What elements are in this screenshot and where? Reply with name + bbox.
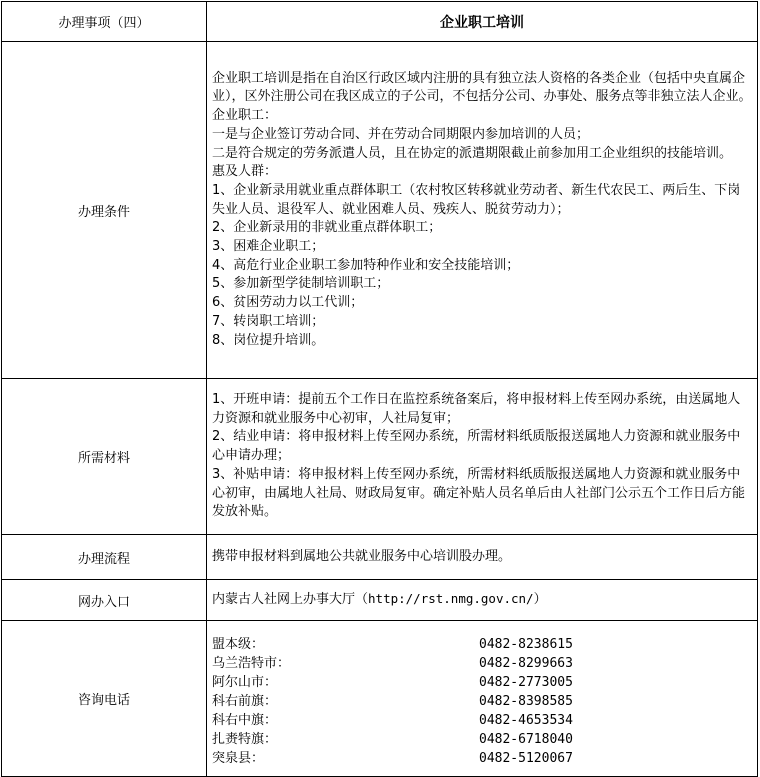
portal-label: 网办入口 (2, 580, 207, 621)
conditions-line: 企业职工： (212, 108, 278, 124)
phone-number: 0482-8299663 (479, 656, 573, 672)
conditions-line: 企业职工培训是指在自治区行政区域内注册的具有独立法人资格的各类企业（包括中央直属企业），区外注册公司在我区成立的子公司，不包括分公司、办事处、服务点等非独立法人企业。 (212, 70, 752, 105)
conditions-line: 5、参加新型学徒制培训职工； (212, 276, 390, 292)
conditions-line: 3、困难企业职工； (212, 239, 325, 255)
phone-content (207, 621, 758, 777)
service-info-table (1, 1, 758, 777)
portal-text-prefix: 内蒙古人社网上办事大厅（ (212, 592, 369, 608)
phone-area: 阿尔山市： (212, 675, 278, 691)
phone-label: 咨询电话 (2, 621, 207, 777)
phone-area: 乌兰浩特市： (212, 656, 291, 672)
portal-content (207, 580, 758, 621)
portal-link[interactable]: http://rst.nmg.gov.cn/ (368, 591, 534, 607)
phone-area: 科右中旗： (212, 712, 278, 728)
conditions-label: 办理条件 (2, 42, 207, 379)
phone-entry (212, 750, 753, 769)
conditions-line: 一是与企业签订劳动合同、并在劳动合同期限内参加培训的人员； (212, 126, 590, 142)
portal-text-suffix: ） (533, 592, 547, 608)
phone-entry (212, 693, 753, 712)
materials-line: 3、补贴申请：将申报材料上传至网办系统，所需材料纸质版报送属地人力资源和就业服务中心初审，由属地人社局、财政局复审。确定补贴人员名单后由人社部门公示五个工作日后方能发放补贴。 (212, 466, 746, 520)
materials-line: 1、开班申请：提前五个工作日在监控系统备案后，将申报材料上传至网办系统，由送属地人力资源和就业服务中心初审，人社局复审； (212, 392, 741, 426)
phone-area: 突泉县： (212, 750, 265, 766)
process-label: 办理流程 (2, 535, 207, 580)
conditions-line: 6、贫困劳动力以工代训； (212, 295, 364, 311)
title-row (2, 2, 758, 42)
phone-list (212, 628, 753, 768)
conditions-line: 7、转岗职工培训； (212, 313, 325, 329)
phone-entry (212, 655, 753, 674)
phone-number: 0482-4653534 (479, 712, 573, 728)
process-row (2, 535, 758, 580)
phone-number: 0482-8238615 (479, 637, 573, 653)
phone-number: 0482-8398585 (479, 694, 573, 710)
phone-number: 0482-5120067 (479, 750, 573, 766)
materials-label: 所需材料 (2, 379, 207, 535)
materials-content (207, 379, 758, 535)
portal-row (2, 580, 758, 621)
conditions-line: 1、企业新录用就业重点群体职工（农村牧区转移就业劳动者、新生代农民工、两后生、下岗失业人员、退役军人、就业困难人员、残疾人、脱贫劳动力）； (212, 182, 741, 217)
conditions-line: 惠及人群： (212, 164, 278, 180)
conditions-line: 4、高危行业企业职工参加特种作业和安全技能培训； (212, 257, 520, 273)
phone-entry (212, 712, 753, 731)
materials-row (2, 379, 758, 535)
phone-number: 0482-2773005 (479, 675, 573, 691)
item-label: 办理事项（四） (2, 2, 207, 42)
conditions-line: 2、企业新录用的非就业重点群体职工； (212, 220, 442, 236)
phone-entry (212, 731, 753, 750)
phone-area: 扎赉特旗： (212, 731, 278, 747)
conditions-row (2, 42, 758, 379)
item-title: 企业职工培训 (207, 2, 758, 42)
phone-entry (212, 636, 753, 655)
process-text: 携带申报材料到属地公共就业服务中心培训股办理。 (207, 535, 758, 580)
phone-area: 盟本级： (212, 637, 265, 653)
conditions-line: 8、岗位提升培训。 (212, 332, 325, 348)
conditions-line: 二是符合规定的劳务派遣人员，且在协定的派遣期限截止前参加用工企业组织的技能培训。 (212, 145, 733, 161)
materials-line: 2、结业申请：将申报材料上传至网办系统，所需材料纸质版报送属地人力资源和就业服务中心申请办理； (212, 429, 741, 464)
phone-row (2, 621, 758, 777)
phone-entry (212, 674, 753, 693)
phone-number: 0482-6718040 (479, 731, 573, 747)
phone-area: 科右前旗： (212, 694, 278, 710)
conditions-content (207, 42, 758, 379)
